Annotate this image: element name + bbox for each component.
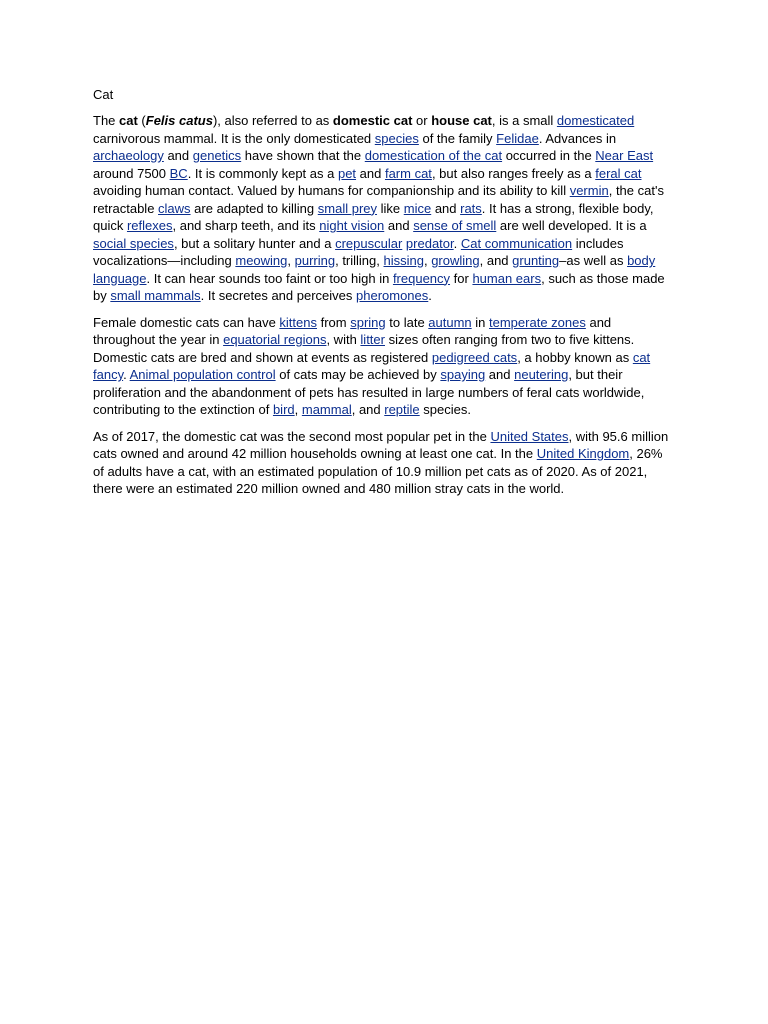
text-run: , trilling, [335, 253, 384, 268]
text-run: –as well as [559, 253, 628, 268]
text-run: occurred in the [502, 148, 596, 163]
text-run: and [356, 165, 385, 181]
text-run: The [93, 113, 120, 128]
paragraph-2 [93, 314, 673, 419]
emphasized-text: domestic cat [332, 113, 413, 128]
link-pheromones[interactable]: pheromones [356, 288, 429, 303]
document-body [93, 112, 673, 498]
text-run: of cats may be achieved by [275, 367, 441, 382]
text-run: . It secretes and perceives [200, 288, 356, 303]
link-growling[interactable]: growling [431, 253, 480, 268]
text-run: sizes often ranging from two to five kittens. Domestic cats are bred and shown at events as registered [93, 332, 635, 365]
link-sense-of-smell[interactable]: sense of smell [413, 218, 497, 233]
link-cat-communication[interactable]: Cat communication [460, 235, 573, 251]
text-run: . [123, 367, 130, 382]
text-run: to late [385, 314, 429, 330]
link-united-states[interactable]: United States [490, 428, 569, 444]
text-run: carnivorous mammal. It is the only domesticated [93, 130, 375, 146]
text-run: of the family [418, 130, 497, 146]
text-run: in [471, 314, 490, 330]
text-run: , but their proliferation and the abandonment of pets has resulted in large numbers of feral cats worldwide, contributing to the extinction of [93, 367, 645, 417]
text-run: , [294, 402, 302, 417]
link-neutering[interactable]: neutering [514, 367, 569, 382]
text-run: and throughout the year in [93, 314, 612, 347]
emphasized-text: Felis catus [145, 113, 213, 128]
text-run: , and [479, 253, 513, 268]
link-autumn[interactable]: autumn [428, 314, 472, 330]
text-run: . It has a strong, flexible body, quick [93, 200, 654, 233]
link-reptile[interactable]: reptile [384, 402, 420, 417]
document-page [93, 86, 673, 507]
text-run: . It is commonly kept as a [187, 165, 338, 181]
link-bc[interactable]: BC [169, 165, 188, 181]
text-run: from [317, 314, 351, 330]
text-run: , with [326, 332, 361, 347]
text-run: , [423, 253, 432, 268]
document-title: Cat [93, 87, 114, 102]
text-run: and [163, 148, 193, 163]
text-run: like [377, 200, 404, 216]
text-run: around 7500 [93, 165, 170, 181]
text-run: avoiding human contact. Valued by humans for companionship and its ability to kill [93, 183, 570, 198]
text-run: . It can hear sounds too faint or too high in [146, 270, 393, 286]
text-run: . [453, 235, 461, 251]
link-night-vision[interactable]: night vision [319, 218, 385, 233]
text-run: , 26% of adults have a cat, with an estimated population of 10.9 million pet cats as of 2020. As of 2021, there were an estimated 220 million owned and 480 million stray cats in the world. [93, 446, 663, 496]
text-run: for [450, 270, 473, 286]
link-reflexes[interactable]: reflexes [126, 218, 173, 233]
paragraph-1 [93, 112, 673, 305]
link-domesticated[interactable]: domesticated [556, 113, 635, 128]
text-run: and [485, 367, 515, 382]
text-run: Female domestic cats can have [93, 314, 280, 330]
text-run: ( [137, 113, 146, 128]
link-bird[interactable]: bird [272, 402, 295, 417]
link-frequency[interactable]: frequency [392, 270, 451, 286]
link-predator[interactable]: predator [405, 235, 454, 251]
link-united-kingdom[interactable]: United Kingdom [536, 446, 630, 461]
link-social-species[interactable]: social species [93, 235, 174, 251]
text-run: and [431, 200, 461, 216]
link-animal-population-control[interactable]: Animal population control [129, 367, 276, 382]
link-human-ears[interactable]: human ears [472, 270, 542, 286]
paragraph-3 [93, 428, 673, 498]
text-run: , such as those made by [93, 270, 665, 303]
link-pedigreed-cats[interactable]: pedigreed cats [431, 349, 518, 365]
text-run: , and [351, 402, 385, 417]
text-run: , with 95.6 million cats owned and around 42 million households owning at least one cat. In the [93, 428, 669, 461]
text-run: , but a solitary hunter and a [173, 235, 336, 251]
link-claws[interactable]: claws [158, 200, 191, 216]
link-cat-fancy[interactable]: cat fancy [93, 349, 651, 382]
link-temperate-zones[interactable]: temperate zones [489, 314, 586, 330]
link-domestication-of-the-cat[interactable]: domestication of the cat [364, 148, 503, 163]
text-run: includes vocalizations—including [93, 235, 624, 268]
link-felidae[interactable]: Felidae [496, 130, 539, 146]
text-run: , the cat's retractable [93, 183, 664, 216]
text-run: , a hobby known as [517, 349, 633, 365]
link-genetics[interactable]: genetics [192, 148, 242, 163]
link-mice[interactable]: mice [403, 200, 432, 216]
link-crepuscular[interactable]: crepuscular [335, 235, 403, 251]
link-spring[interactable]: spring [350, 314, 386, 330]
text-run: are adapted to killing [190, 200, 318, 216]
text-run: . Advances in [538, 130, 617, 146]
link-near-east[interactable]: Near East [595, 148, 654, 163]
link-farm-cat[interactable]: farm cat [384, 165, 432, 181]
emphasized-text: house cat [431, 113, 492, 128]
text-run: species. [419, 402, 471, 417]
link-small-mammals[interactable]: small mammals [110, 288, 201, 303]
link-archaeology[interactable]: archaeology [93, 148, 164, 163]
link-purring[interactable]: purring [294, 253, 336, 268]
emphasized-text: cat [119, 113, 138, 128]
link-grunting[interactable]: grunting [512, 253, 560, 268]
link-small-prey[interactable]: small prey [317, 200, 378, 216]
link-vermin[interactable]: vermin [569, 183, 609, 198]
link-pet[interactable]: pet [337, 165, 357, 181]
link-body-language[interactable]: body language [93, 253, 656, 286]
link-meowing[interactable]: meowing [235, 253, 288, 268]
text-run: ), also referred to as [212, 113, 333, 128]
text-run: , but also ranges freely as a [431, 165, 596, 181]
link-litter[interactable]: litter [360, 332, 385, 347]
link-rats[interactable]: rats [460, 200, 482, 216]
text-run: , and sharp teeth, and its [172, 218, 320, 233]
text-run: , [287, 253, 295, 268]
link-mammal[interactable]: mammal [301, 402, 352, 417]
text-run: As of 2017, the domestic cat was the second most popular pet in the [93, 428, 491, 444]
link-spaying[interactable]: spaying [440, 367, 486, 382]
link-kittens[interactable]: kittens [279, 314, 317, 330]
text-run: , is a small [491, 113, 557, 128]
text-run: . [428, 288, 432, 303]
text-run: or [412, 113, 432, 128]
link-feral-cat[interactable]: feral cat [595, 165, 642, 181]
text-run: and [384, 218, 414, 233]
text-run: are well developed. It is a [496, 218, 647, 233]
text-run: have shown that the [241, 148, 365, 163]
link-hissing[interactable]: hissing [383, 253, 424, 268]
link-species[interactable]: species [374, 130, 419, 146]
link-equatorial-regions[interactable]: equatorial regions [223, 332, 327, 347]
